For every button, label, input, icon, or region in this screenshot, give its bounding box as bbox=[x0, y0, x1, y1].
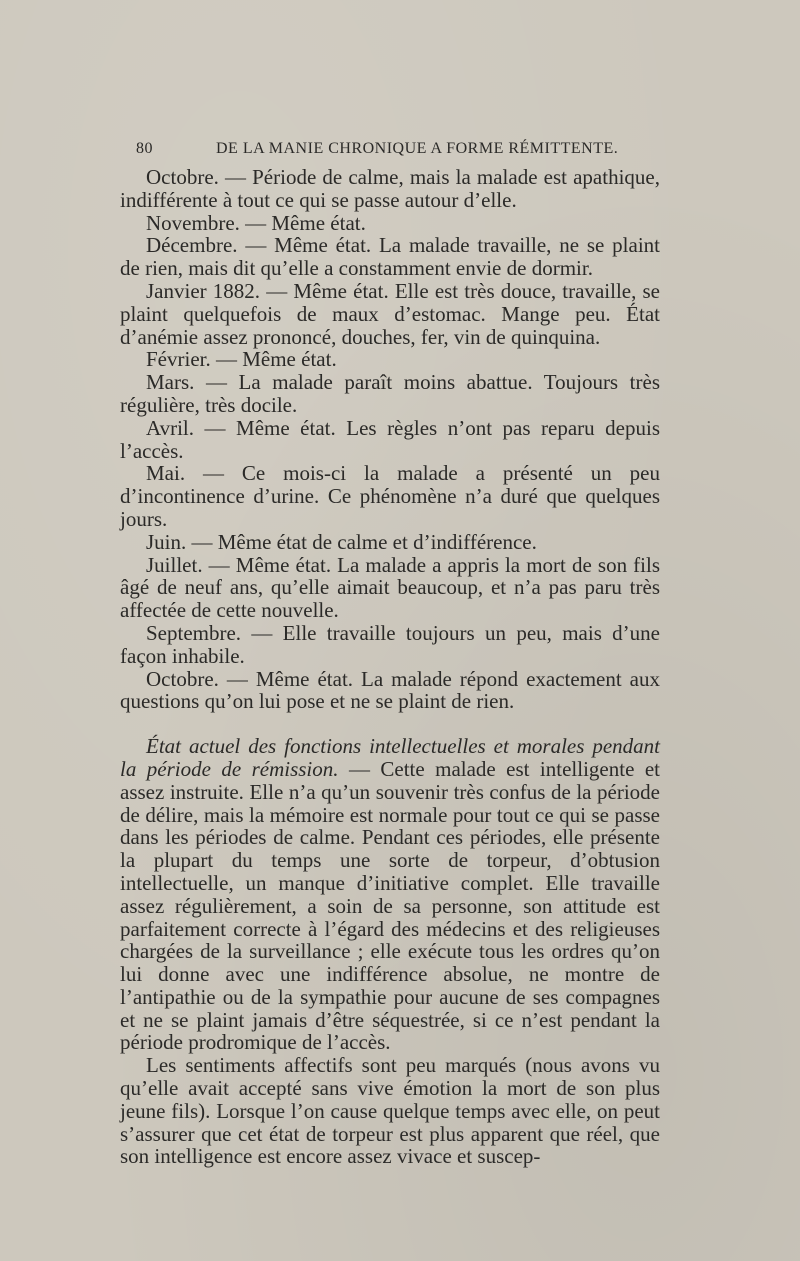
section-paragraph bbox=[120, 735, 660, 1054]
paragraph: Mai. — Ce mois-ci la malade a présenté un peu d’incontinence d’urine. Ce phénomène n’a duré que quelques jours. bbox=[120, 461, 660, 531]
paragraph: Janvier 1882. — Même état. Elle est très douce, travaille, se plaint quelquefois de maux d’estomac. Mange peu. État d’anémie assez prononcé, douches, fer, vin de quinquina. bbox=[120, 278, 660, 349]
body-text bbox=[120, 166, 660, 1168]
paragraph: Juin. — Même état de calme et d’indifférence. bbox=[146, 529, 537, 554]
paragraph: Novembre. — Même état. bbox=[146, 210, 366, 235]
page-header bbox=[136, 140, 656, 164]
section-text: — Cette malade est intelligente et assez instruite. Elle n’a qu’un souvenir très confus de la période de délire, mais la mémoire est normale pour tout ce qui se passe dans les périodes de calme. Pendant ces périodes, elle présente la plupart du temps une sorte de torpeur, d’obtusion intellectuelle, un manque d’initiative complet. Elle travaille assez régulièrement, a soin de sa personne, son attitude est parfaitement correcte à l’égard des médecins et des religieuses chargées de la surveillance ; elle exécute tous les ordres qu’on lui donne avec une indifférence absolue, ne montre de l’antipathie ou de la sympathie pour aucune de ses compagnes et ne se plaint jamais d’être séquestrée, si ce n’est pendant la période prodromique de l’accès. bbox=[120, 756, 660, 1055]
paragraph: Les sentiments affectifs sont peu marqués (nous avons vu qu’elle avait accepté sans vive émotion la mort de son plus jeune fils). Lorsque l’on cause quelque temps avec elle, on peut s’assurer que cet état de torpeur est plus apparent que réel, que son intelligence est encore assez vivace et suscep- bbox=[120, 1053, 660, 1169]
paragraph: Juillet. — Même état. La malade a appris la mort de son fils âgé de neuf ans, qu’elle aimait beaucoup, et n’a pas paru très affectée de cette nouvelle. bbox=[120, 552, 660, 623]
running-title: DE LA MANIE CHRONIQUE A FORME RÉMITTENTE. bbox=[216, 140, 619, 157]
paragraph: Septembre. — Elle travaille toujours un peu, mais d’une façon inhabile. bbox=[120, 620, 660, 668]
paragraph: Octobre. — Même état. La malade répond exactement aux questions qu’on lui pose et ne se plaint de rien. bbox=[120, 666, 660, 714]
paragraph: Février. — Même état. bbox=[146, 347, 337, 372]
paragraph: Octobre. — Période de calme, mais la malade est apathique, indifférente à tout ce qui se passe autour d’elle. bbox=[120, 165, 660, 212]
paragraph: Avril. — Même état. Les règles n’ont pas reparu depuis l’accès. bbox=[120, 415, 660, 463]
paragraph: Décembre. — Même état. La malade travaille, ne se plaint de rien, mais dit qu’elle a constamment envie de dormir. bbox=[120, 233, 660, 281]
paragraph: Mars. — La malade paraît moins abattue. Toujours très régulière, très docile. bbox=[120, 370, 660, 417]
section-heading: État actuel des fonctions intellectuelles et morales pendant la période de rémission. bbox=[120, 734, 660, 781]
page-number: 80 bbox=[136, 140, 153, 157]
